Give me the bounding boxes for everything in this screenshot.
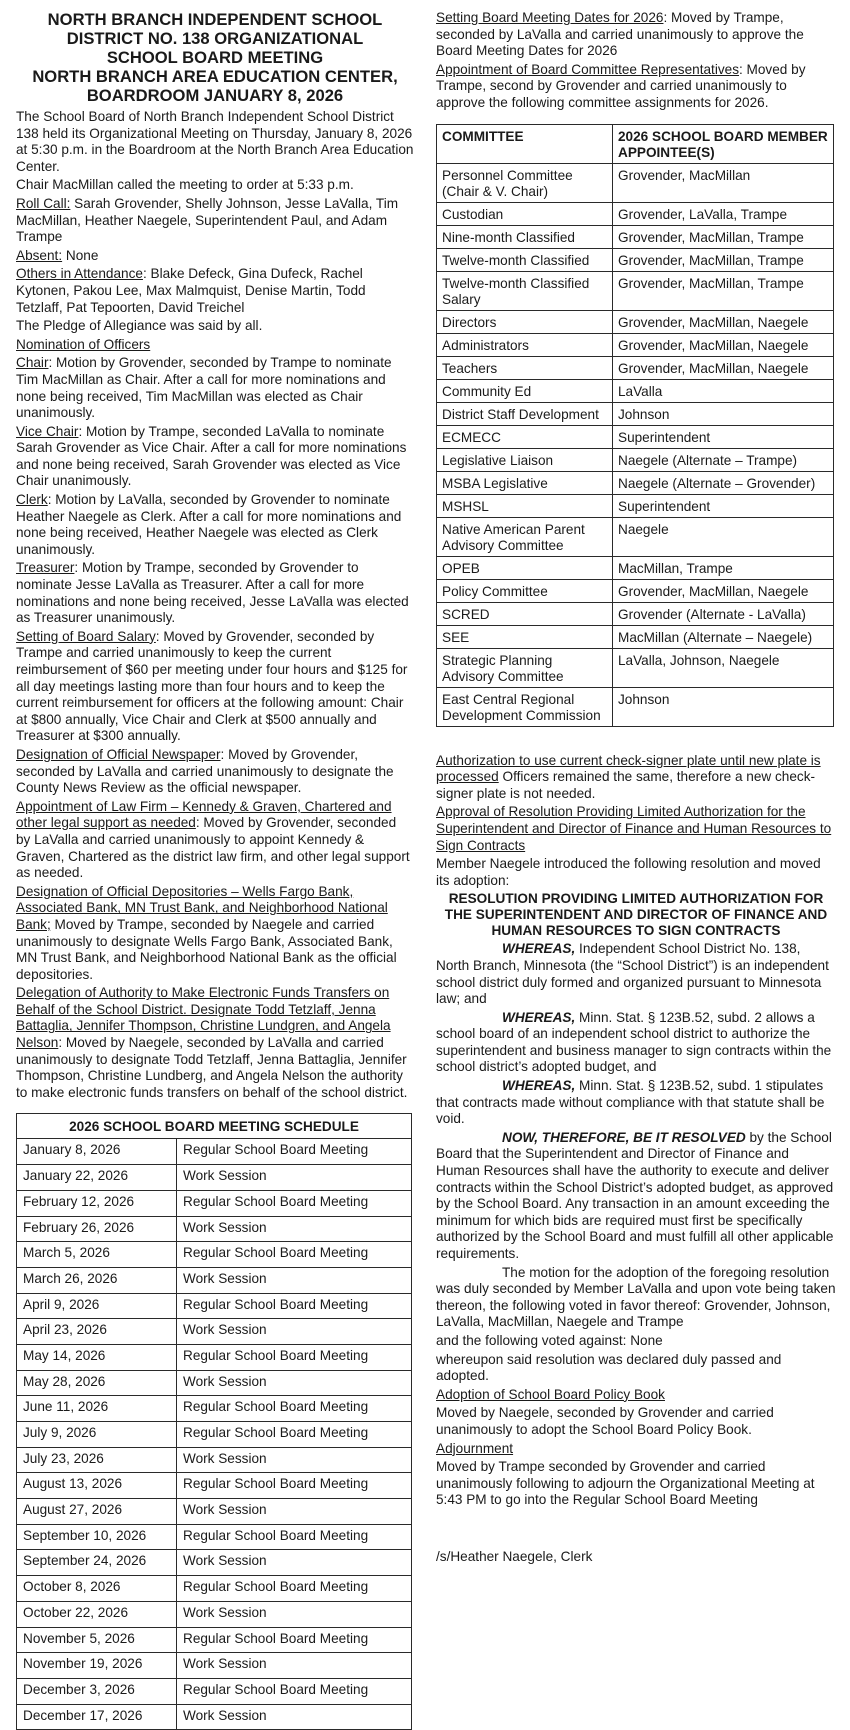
schedule-row-value: Work Session bbox=[177, 1267, 412, 1293]
intro-paragraph: The School Board of North Branch Independent School District 138 held its Organizational Meeting on Thursday, January 8, 2026 at 5:30 p.m. in the Boardroom at the North Branch Area Education Center. bbox=[16, 109, 414, 174]
schedule-row bbox=[17, 1653, 412, 1679]
committee-row bbox=[437, 579, 834, 602]
schedule-row-value: Work Session bbox=[177, 1499, 412, 1525]
schedule-row-label: April 9, 2026 bbox=[17, 1293, 177, 1319]
committee-row bbox=[437, 687, 834, 726]
committee-row-label: MSHSL bbox=[437, 494, 613, 517]
meeting-dates-motion: Setting Board Meeting Dates for 2026: Moved by Trampe, seconded by LaValla and carried unanimously to approve the Board Meeting Dates for 2026 bbox=[436, 10, 804, 59]
committee-row-value: Grovender, MacMillan, Naegele bbox=[613, 356, 834, 379]
committee-row bbox=[437, 402, 834, 425]
schedule-row bbox=[17, 1550, 412, 1576]
schedule-row bbox=[17, 1473, 412, 1499]
policy-book-heading: Adoption of School Board Policy Book bbox=[436, 1386, 665, 1402]
schedule-row bbox=[17, 1319, 412, 1345]
schedule-row bbox=[17, 1242, 412, 1268]
committee-row-value: Johnson bbox=[613, 687, 834, 726]
eft-motion: Delegation of Authority to Make Electronic Funds Transfers on Behalf of the School District. Designate Todd Tetzlaff, Jenna Battaglia, Jennifer Thompson, Christine Lundgren, and Angela Nelson: Moved by Naegele, seconded by LaValla and carried unanimously to designate Todd Tetzlaff, Jenna Battaglia, Jennifer Thompson, Christine Lundberg, and Angela Nelson the authority to make electronic funds transfers on behalf of the school district. bbox=[16, 985, 408, 1100]
schedule-row bbox=[17, 1216, 412, 1242]
committee-row-label: Teachers bbox=[437, 356, 613, 379]
schedule-row-value: Regular School Board Meeting bbox=[177, 1396, 412, 1422]
schedule-row-label: October 22, 2026 bbox=[17, 1601, 177, 1627]
whereupon: whereupon said resolution was declared duly passed and adopted. bbox=[436, 1351, 782, 1384]
schedule-row-value: Work Session bbox=[177, 1447, 412, 1473]
introduced: Member Naegele introduced the following resolution and moved its adoption: bbox=[436, 856, 821, 888]
committee-row bbox=[437, 448, 834, 471]
schedule-row-label: February 26, 2026 bbox=[17, 1216, 177, 1242]
committee-header-row bbox=[437, 124, 834, 163]
schedule-row-value: Work Session bbox=[177, 1601, 412, 1627]
schedule-row-label: May 28, 2026 bbox=[17, 1370, 177, 1396]
committee-row-label: Native American Parent Advisory Committee bbox=[437, 517, 613, 556]
schedule-row-label: October 8, 2026 bbox=[17, 1576, 177, 1602]
schedule-row-value: Regular School Board Meeting bbox=[177, 1422, 412, 1448]
committee-row-value: Grovender, MacMillan, Naegele bbox=[613, 579, 834, 602]
schedule-row-label: February 12, 2026 bbox=[17, 1190, 177, 1216]
treasurer-motion: Treasurer: Motion by Trampe, seconded by Grovender to nominate Jesse LaValla as Treasurer. After a call for more nominations and none being received, Jesse LaValla was elected as Treasurer unanimously. bbox=[16, 560, 409, 626]
law-firm-motion: Appointment of Law Firm – Kennedy & Graven, Chartered and other legal support as needed: Moved by Grovender, seconded by LaValla and carried unanimously to appoint Kennedy & Graven, Chartered as the district law firm, and other legal support as needed. bbox=[16, 798, 410, 881]
schedule-row-label: March 5, 2026 bbox=[17, 1242, 177, 1268]
approval-heading: Approval of Resolution Providing Limited Authorization for the Superintendent and Director of Finance and Human Resources to Sign Contracts bbox=[436, 804, 832, 853]
committee-table bbox=[436, 124, 834, 727]
committee-row bbox=[437, 248, 834, 271]
schedule-row-label: June 11, 2026 bbox=[17, 1396, 177, 1422]
schedule-row-label: March 26, 2026 bbox=[17, 1267, 177, 1293]
roll-call: Roll Call: Sarah Grovender, Shelly Johnson, Jesse LaValla, Tim MacMillan, Heather Naegele, Superintendent Paul, and Adam Trampe bbox=[16, 195, 399, 245]
meeting-schedule-table bbox=[16, 1113, 412, 1730]
schedule-row bbox=[17, 1267, 412, 1293]
schedule-row-value: Regular School Board Meeting bbox=[177, 1576, 412, 1602]
appointee-header: 2026 SCHOOL BOARD MEMBER APPOINTEE(S) bbox=[613, 124, 834, 163]
committee-row-value: Johnson bbox=[613, 402, 834, 425]
schedule-row-label: July 23, 2026 bbox=[17, 1447, 177, 1473]
committee-row-label: SEE bbox=[437, 625, 613, 648]
newspaper-motion: Designation of Official Newspaper: Moved by Grovender, seconded by LaValla and carried unanimously to designate the County News Review as the official newspaper. bbox=[16, 746, 394, 796]
committee-row-label: MSBA Legislative bbox=[437, 471, 613, 494]
schedule-row bbox=[17, 1344, 412, 1370]
schedule-row-value: Work Session bbox=[177, 1216, 412, 1242]
committee-row-value: Grovender, MacMillan, Trampe bbox=[613, 248, 834, 271]
schedule-row-value: Regular School Board Meeting bbox=[177, 1190, 412, 1216]
committee-row bbox=[437, 494, 834, 517]
committee-reps-motion: Appointment of Board Committee Representatives: Moved by Trampe, second by Grovender and carried unanimously to approve the following committee assignments for 2026. bbox=[436, 61, 806, 110]
committee-row-value: Grovender, MacMillan, Naegele bbox=[613, 310, 834, 333]
schedule-row bbox=[17, 1627, 412, 1653]
schedule-row-value: Regular School Board Meeting bbox=[177, 1344, 412, 1370]
committee-row bbox=[437, 356, 834, 379]
committee-row-label: District Staff Development bbox=[437, 402, 613, 425]
schedule-row-label: September 24, 2026 bbox=[17, 1550, 177, 1576]
committee-row-value: Grovender, MacMillan bbox=[613, 163, 834, 202]
nomination-heading: Nomination of Officers bbox=[16, 336, 151, 352]
schedule-row-label: September 10, 2026 bbox=[17, 1524, 177, 1550]
schedule-row-value: Regular School Board Meeting bbox=[177, 1242, 412, 1268]
resolution-title: RESOLUTION PROVIDING LIMITED AUTHORIZATION FOR THE SUPERINTENDENT AND DIRECTOR OF FINANCE AND HUMAN RESOURCES TO SIGN CONTRACTS bbox=[444, 891, 828, 939]
schedule-row-label: November 5, 2026 bbox=[17, 1627, 177, 1653]
committee-row bbox=[437, 202, 834, 225]
schedule-row-value: Work Session bbox=[177, 1165, 412, 1191]
notice-title bbox=[16, 10, 414, 105]
board-salary-motion: Setting of Board Salary: Moved by Grovender, seconded by Trampe and carried unanimously to keep the current reimbursement of $60 per meeting under four hours and $125 for all day meetings lasting more than four hours and to keep the current reimbursement for officers at the following amount: Chair at $800 annually, Vice Chair and Clerk at $500 annually and Treasurer at $300 annually. bbox=[16, 628, 408, 744]
title-line: NORTH BRANCH INDEPENDENT SCHOOL bbox=[47, 10, 383, 29]
committee-row bbox=[437, 556, 834, 579]
left-column bbox=[16, 10, 414, 1730]
schedule-row bbox=[17, 1576, 412, 1602]
whereas-1: WHEREAS, Independent School District No. 138, North Branch, Minnesota (the “School District”) is an independent school district duly formed and organized pursuant to Minnesota law; and bbox=[436, 941, 829, 1007]
schedule-row bbox=[17, 1422, 412, 1448]
committee-row-value: Grovender, MacMillan, Naegele bbox=[613, 333, 834, 356]
committee-row-label: Nine-month Classified bbox=[437, 225, 613, 248]
committee-row bbox=[437, 163, 834, 202]
schedule-row-label: December 3, 2026 bbox=[17, 1678, 177, 1704]
committee-row-value: Superintendent bbox=[613, 425, 834, 448]
committee-row-label: Directors bbox=[437, 310, 613, 333]
schedule-title: 2026 SCHOOL BOARD MEETING SCHEDULE bbox=[17, 1114, 412, 1139]
committee-row-value: LaValla bbox=[613, 379, 834, 402]
schedule-row bbox=[17, 1165, 412, 1191]
committee-row bbox=[437, 333, 834, 356]
committee-row bbox=[437, 425, 834, 448]
schedule-row-label: December 17, 2026 bbox=[17, 1704, 177, 1730]
schedule-row-value: Regular School Board Meeting bbox=[177, 1678, 412, 1704]
committee-row-label: Twelve-month Classified bbox=[437, 248, 613, 271]
title-line: DISTRICT NO. 138 ORGANIZATIONAL bbox=[66, 29, 364, 48]
right-column bbox=[436, 10, 836, 1568]
schedule-row-value: Regular School Board Meeting bbox=[177, 1627, 412, 1653]
schedule-row-label: August 27, 2026 bbox=[17, 1499, 177, 1525]
schedule-row bbox=[17, 1139, 412, 1165]
committee-row-label: Community Ed bbox=[437, 379, 613, 402]
vice-chair-motion: Vice Chair: Motion by Trampe, seconded LaValla to nominate Sarah Grovender as Vice Chair. After a call for more nominations and none being received, Sarah Grovender was elected as Vice Chair unanimously. bbox=[16, 423, 407, 489]
schedule-row-value: Work Session bbox=[177, 1550, 412, 1576]
voted-against: and the following voted against: None bbox=[436, 1332, 663, 1348]
committee-row bbox=[437, 648, 834, 687]
schedule-row bbox=[17, 1678, 412, 1704]
clerk-motion: Clerk: Motion by LaValla, seconded by Grovender to nominate Heather Naegele as Clerk. After a call for more nominations and none being received, Heather Naegele was elected as Clerk unanimously. bbox=[16, 492, 402, 557]
call-to-order: Chair MacMillan called the meeting to order at 5:33 p.m. bbox=[16, 177, 354, 193]
absent: Absent: None bbox=[16, 247, 99, 263]
check-signer-motion: Authorization to use current check-signer plate until new plate is processed Officers remained the same, therefore a new check-signer plate is not needed. bbox=[436, 752, 821, 801]
committee-row bbox=[437, 225, 834, 248]
policy-book-text: Moved by Naegele, seconded by Grovender and carried unanimously to adopt the School Board Policy Book. bbox=[436, 1405, 774, 1437]
committee-row-value: Naegele bbox=[613, 517, 834, 556]
committee-row-value: Grovender (Alternate - LaValla) bbox=[613, 602, 834, 625]
committee-row-label: Custodian bbox=[437, 202, 613, 225]
adjournment-text: Moved by Trampe seconded by Grovender and carried unanimously following to adjourn the Organizational Meeting at 5:43 PM to go into the Regular School Board Meeting bbox=[436, 1459, 815, 1508]
committee-row-label: Policy Committee bbox=[437, 579, 613, 602]
committee-row-value: MacMillan, Trampe bbox=[613, 556, 834, 579]
schedule-row-value: Work Session bbox=[177, 1370, 412, 1396]
committee-row-label: Personnel Committee (Chair & V. Chair) bbox=[437, 163, 613, 202]
schedule-row bbox=[17, 1396, 412, 1422]
schedule-row bbox=[17, 1190, 412, 1216]
schedule-row-value: Work Session bbox=[177, 1319, 412, 1345]
committee-row bbox=[437, 271, 834, 310]
committee-row bbox=[437, 602, 834, 625]
schedule-row-value: Regular School Board Meeting bbox=[177, 1524, 412, 1550]
schedule-row-value: Regular School Board Meeting bbox=[177, 1293, 412, 1319]
committee-row bbox=[437, 310, 834, 333]
schedule-row-value: Work Session bbox=[177, 1653, 412, 1679]
committee-row-label: OPEB bbox=[437, 556, 613, 579]
committee-row-value: Grovender, LaValla, Trampe bbox=[613, 202, 834, 225]
committee-row bbox=[437, 471, 834, 494]
committee-row-label: SCRED bbox=[437, 602, 613, 625]
committee-row-value: MacMillan (Alternate – Naegele) bbox=[613, 625, 834, 648]
whereas-3: WHEREAS, Minn. Stat. § 123B.52, subd. 1 stipulates that contracts made without compliance with that statute shall be void. bbox=[436, 1078, 825, 1127]
committee-row-value: LaValla, Johnson, Naegele bbox=[613, 648, 834, 687]
committee-row-label: Strategic Planning Advisory Committee bbox=[437, 648, 613, 687]
committee-row bbox=[437, 625, 834, 648]
whereas-2: WHEREAS, Minn. Stat. § 123B.52, subd. 2 allows a school board of an independent school district to authorize the superintendent and business manager to sign contracts within the school district’s adopted budget, and bbox=[436, 1009, 832, 1075]
schedule-row-label: August 13, 2026 bbox=[17, 1473, 177, 1499]
title-line: BOARDROOM JANUARY 8, 2026 bbox=[86, 86, 344, 105]
committee-row bbox=[437, 379, 834, 402]
schedule-header-row bbox=[17, 1114, 412, 1139]
schedule-row-label: July 9, 2026 bbox=[17, 1422, 177, 1448]
committee-row-value: Grovender, MacMillan, Trampe bbox=[613, 225, 834, 248]
schedule-row bbox=[17, 1704, 412, 1730]
committee-row-value: Grovender, MacMillan, Trampe bbox=[613, 271, 834, 310]
schedule-row bbox=[17, 1293, 412, 1319]
schedule-row bbox=[17, 1447, 412, 1473]
committee-row bbox=[437, 517, 834, 556]
schedule-row bbox=[17, 1601, 412, 1627]
clerk-signature: /s/Heather Naegele, Clerk bbox=[436, 1548, 593, 1564]
adjournment-heading: Adjournment bbox=[436, 1440, 514, 1456]
schedule-row-label: April 23, 2026 bbox=[17, 1319, 177, 1345]
pledge: The Pledge of Allegiance was said by all. bbox=[16, 318, 263, 334]
schedule-row-value: Regular School Board Meeting bbox=[177, 1473, 412, 1499]
committee-row-value: Naegele (Alternate – Trampe) bbox=[613, 448, 834, 471]
committee-row-label: Twelve-month Classified Salary bbox=[437, 271, 613, 310]
committee-row-label: East Central Regional Development Commission bbox=[437, 687, 613, 726]
committee-row-value: Superintendent bbox=[613, 494, 834, 517]
schedule-row bbox=[17, 1499, 412, 1525]
others-in-attendance: Others in Attendance: Blake Defeck, Gina Dufeck, Rachel Kytonen, Pakou Lee, Max Malmquist, Denise Martin, Todd Tetzlaff, Pat Tepoorten, David Treichel bbox=[16, 266, 366, 315]
schedule-row bbox=[17, 1524, 412, 1550]
committee-row-label: Legislative Liaison bbox=[437, 448, 613, 471]
motion-adoption: The motion for the adoption of the foregoing resolution was duly seconded by Member LaValla and upon vote being taken thereon, the following voted in favor thereof: Grovender, Johnson, LaValla, MacMillan, Naegele and Trampe bbox=[436, 1264, 836, 1330]
schedule-row-value: Regular School Board Meeting bbox=[177, 1139, 412, 1165]
schedule-row-label: May 14, 2026 bbox=[17, 1344, 177, 1370]
chair-motion: Chair: Motion by Grovender, seconded by Trampe to nominate Tim MacMillan as Chair. After a call for more nominations and none being received, Tim MacMillan was elected as Chair unanimously. bbox=[16, 355, 392, 421]
schedule-row-label: November 19, 2026 bbox=[17, 1653, 177, 1679]
title-line: SCHOOL BOARD MEETING bbox=[106, 48, 324, 67]
depositories-motion: Designation of Official Depositories – Wells Fargo Bank, Associated Bank, MN Trust Bank, and Neighborhood National Bank; Moved by Trampe, seconded by Naegele and carried unanimously to designate Wells Fargo Bank, Associated Bank, MN Trust Bank, and Neighborhood National Bank as the official depositories. bbox=[16, 883, 397, 982]
committee-row-label: Administrators bbox=[437, 333, 613, 356]
committee-header: COMMITTEE bbox=[437, 124, 613, 163]
schedule-row-label: January 8, 2026 bbox=[17, 1139, 177, 1165]
schedule-row bbox=[17, 1370, 412, 1396]
schedule-body bbox=[17, 1139, 412, 1730]
committee-body bbox=[437, 163, 834, 726]
schedule-row-label: January 22, 2026 bbox=[17, 1165, 177, 1191]
committee-row-label: ECMECC bbox=[437, 425, 613, 448]
committee-row-value: Naegele (Alternate – Grovender) bbox=[613, 471, 834, 494]
resolved-clause: NOW, THEREFORE, BE IT RESOLVED by the School Board that the Superintendent and Director of Finance and Human Resources shall have the authority to execute and deliver contracts within the School District’s adopted budget, as approved by the School Board. Any transaction in an amount exceeding the minimum for which bids are required must first be specifically authorized by the School Board and must fulfill all other applicable requirements. bbox=[436, 1129, 834, 1261]
title-line: NORTH BRANCH AREA EDUCATION CENTER, bbox=[32, 67, 398, 86]
schedule-row-value: Work Session bbox=[177, 1704, 412, 1730]
